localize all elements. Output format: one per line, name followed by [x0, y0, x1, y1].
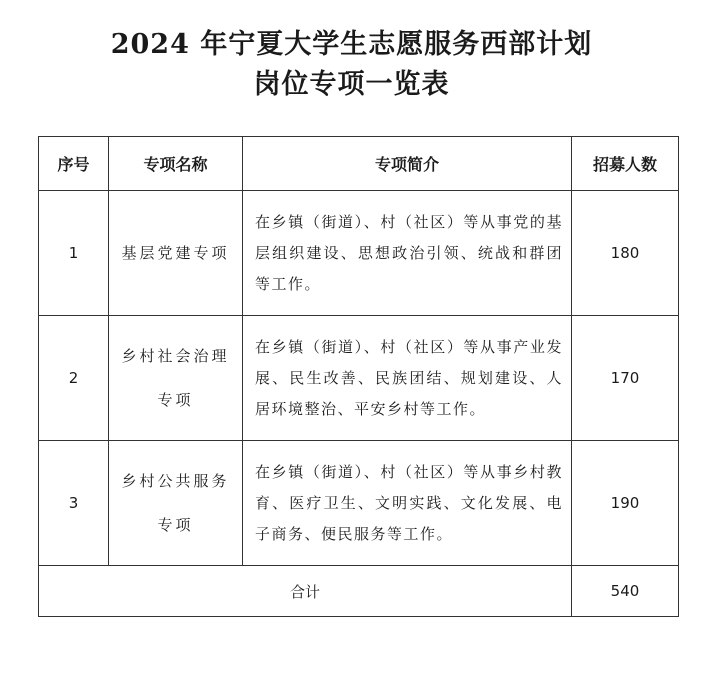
row-name: 乡村社会治理专项 [109, 316, 243, 441]
total-label: 合计 [39, 566, 572, 617]
row-name: 乡村公共服务专项 [109, 441, 243, 566]
row-description: 在乡镇（街道）、村（社区）等从事党的基层组织建设、思想政治引领、统战和群团等工作。 [243, 191, 572, 316]
row-name: 基层党建专项 [109, 191, 243, 316]
table-row [39, 316, 679, 441]
header-name: 专项名称 [109, 137, 243, 191]
page-title-line2: 岗位专项一览表 [253, 69, 450, 100]
row-description: 在乡镇（街道）、村（社区）等从事乡村教育、医疗卫生、文明实践、文化发展、电子商务、便民服务等工作。 [243, 441, 572, 566]
row-count: 170 [572, 316, 679, 441]
total-row [39, 566, 679, 617]
row-number: 1 [39, 191, 109, 316]
row-number: 3 [39, 441, 109, 566]
row-count: 190 [572, 441, 679, 566]
row-number: 2 [39, 316, 109, 441]
row-count: 180 [572, 191, 679, 316]
positions-table [38, 136, 679, 617]
header-no: 序号 [39, 137, 109, 191]
header-desc: 专项简介 [243, 137, 572, 191]
header-count: 招募人数 [572, 137, 679, 191]
row-description: 在乡镇（街道）、村（社区）等从事产业发展、民生改善、民族团结、规划建设、人居环境整治、平安乡村等工作。 [243, 316, 572, 441]
total-value: 540 [572, 566, 679, 617]
table-row [39, 441, 679, 566]
page-title-line1: 2024 年宁夏大学生志愿服务西部计划 [110, 29, 593, 60]
table-row [39, 191, 679, 316]
table-header-row [39, 137, 679, 191]
